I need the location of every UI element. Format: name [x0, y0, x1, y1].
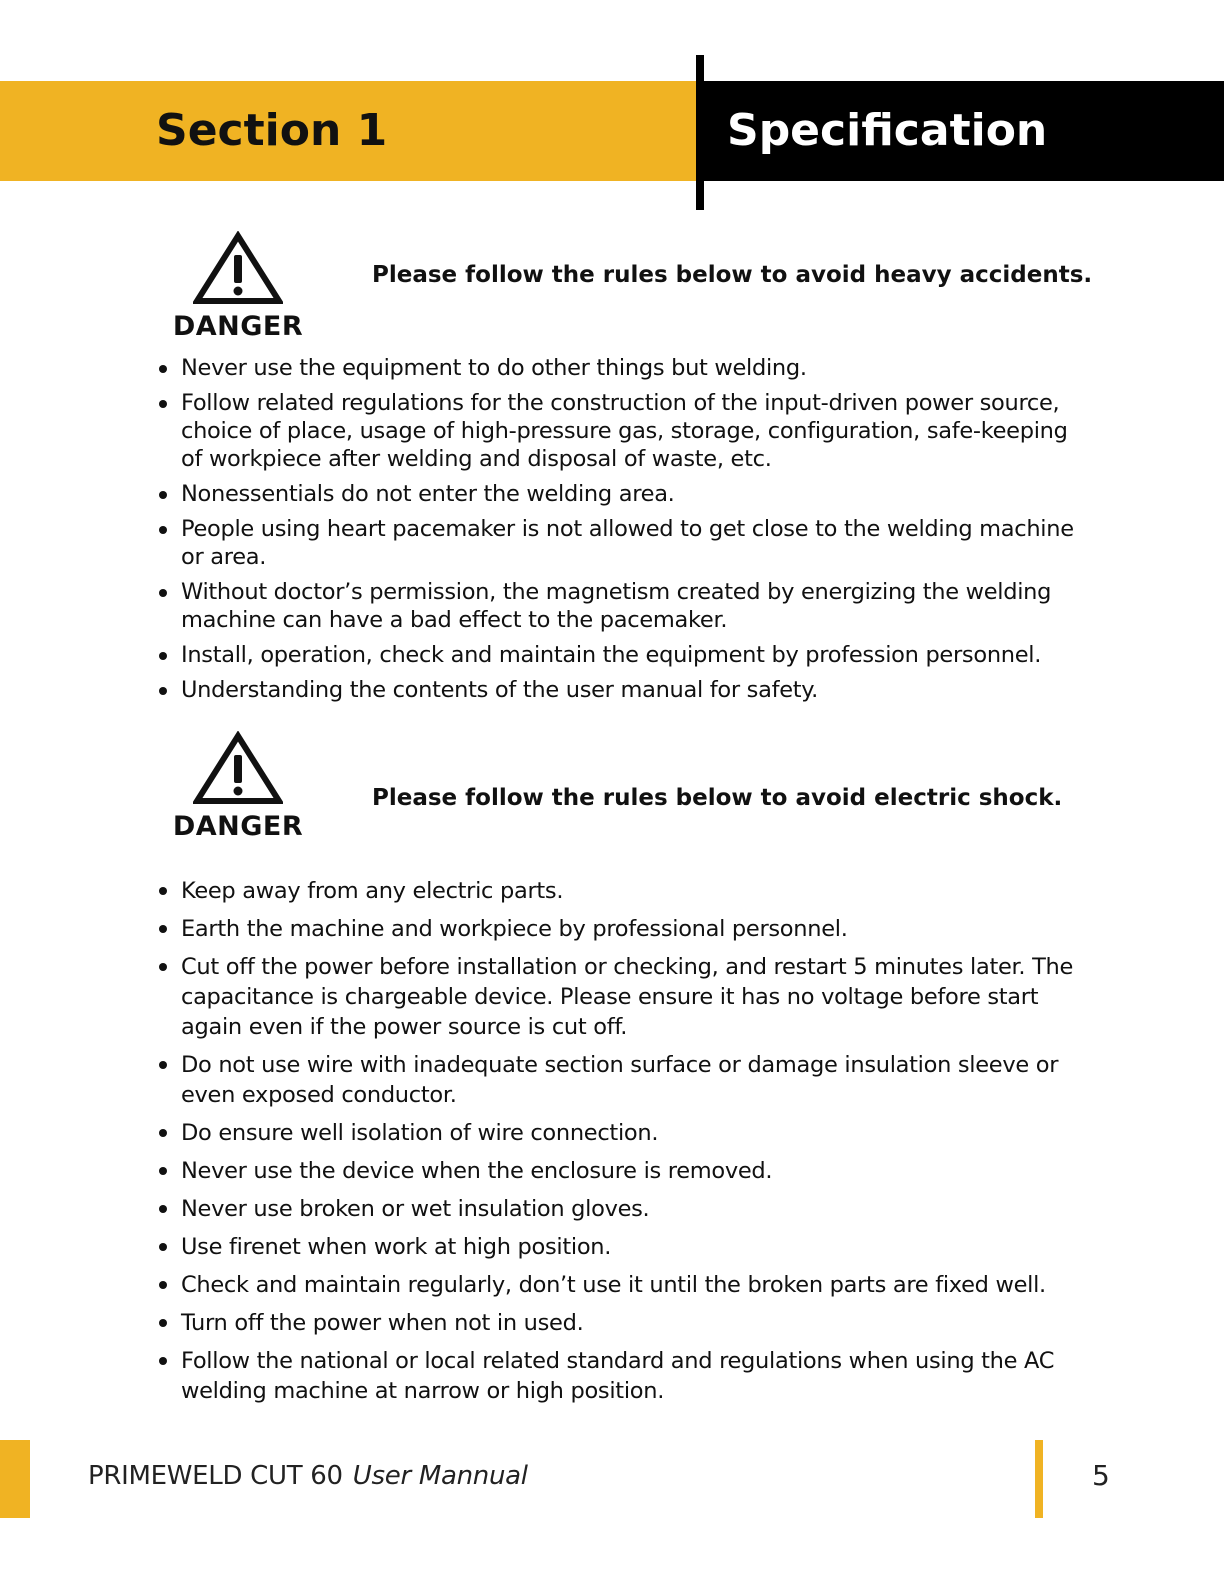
danger-label: DANGER: [172, 811, 304, 842]
list-item: Do ensure well isolation of wire connection.: [156, 1118, 1081, 1148]
list-item: Do not use wire with inadequate section surface or damage insulation sleeve or even exposed conductor.: [156, 1050, 1081, 1110]
warning-triangle-icon: [193, 731, 283, 805]
footer-accent-bar-left: [0, 1440, 30, 1518]
list-item: Never use broken or wet insulation gloves.: [156, 1194, 1081, 1224]
list-item: Nonessentials do not enter the welding area.: [156, 480, 1081, 508]
footer-product-name: PRIMEWELD CUT 60: [88, 1461, 343, 1491]
electric-shock-rules-list: [156, 876, 1081, 1414]
danger-badge-accidents: [172, 231, 304, 342]
list-item: Never use the device when the enclosure is removed.: [156, 1156, 1081, 1186]
danger-badge-electric-shock: [172, 731, 304, 842]
list-item: Follow the national or local related standard and regulations when using the AC welding machine at narrow or high position.: [156, 1346, 1081, 1406]
footer-doc-title: [88, 1461, 528, 1491]
list-item: Check and maintain regularly, don’t use it until the broken parts are fixed well.: [156, 1270, 1081, 1300]
danger-label: DANGER: [172, 311, 304, 342]
list-item: Install, operation, check and maintain the equipment by profession personnel.: [156, 641, 1081, 669]
list-item: Use firenet when work at high position.: [156, 1232, 1081, 1262]
list-item: Without doctor’s permission, the magnetism created by energizing the welding machine can have a bad effect to the pacemaker.: [156, 578, 1081, 634]
footer-doc-type: User Mannual: [352, 1461, 528, 1491]
list-item: People using heart pacemaker is not allowed to get close to the welding machine or area.: [156, 515, 1081, 571]
list-item: Keep away from any electric parts.: [156, 876, 1081, 906]
list-item: Cut off the power before installation or checking, and restart 5 minutes later. The capacitance is chargeable device. Please ensure it has no voltage before start again even if the power source is cut off.: [156, 952, 1081, 1042]
list-item: Understanding the contents of the user manual for safety.: [156, 676, 1081, 704]
list-item: Follow related regulations for the construction of the input-driven power source, choice of place, usage of high-pressure gas, storage, configuration, safe-keeping of workpiece after welding and disposal of waste, etc.: [156, 389, 1081, 473]
list-item: Never use the equipment to do other things but welding.: [156, 354, 1081, 382]
warning-heading-electric-shock: Please follow the rules below to avoid electric shock.: [372, 785, 1063, 811]
section-label: Section 1: [156, 105, 388, 156]
warning-heading-accidents: Please follow the rules below to avoid heavy accidents.: [372, 262, 1093, 288]
warning-triangle-icon: [193, 231, 283, 305]
list-item: Turn off the power when not in used.: [156, 1308, 1081, 1338]
list-item: Earth the machine and workpiece by professional personnel.: [156, 914, 1081, 944]
header-divider: [696, 55, 704, 210]
accident-rules-list: [156, 354, 1081, 711]
page-title: Specification: [727, 105, 1048, 156]
footer-accent-bar-right: [1035, 1440, 1043, 1518]
page-number: 5: [1092, 1459, 1110, 1492]
